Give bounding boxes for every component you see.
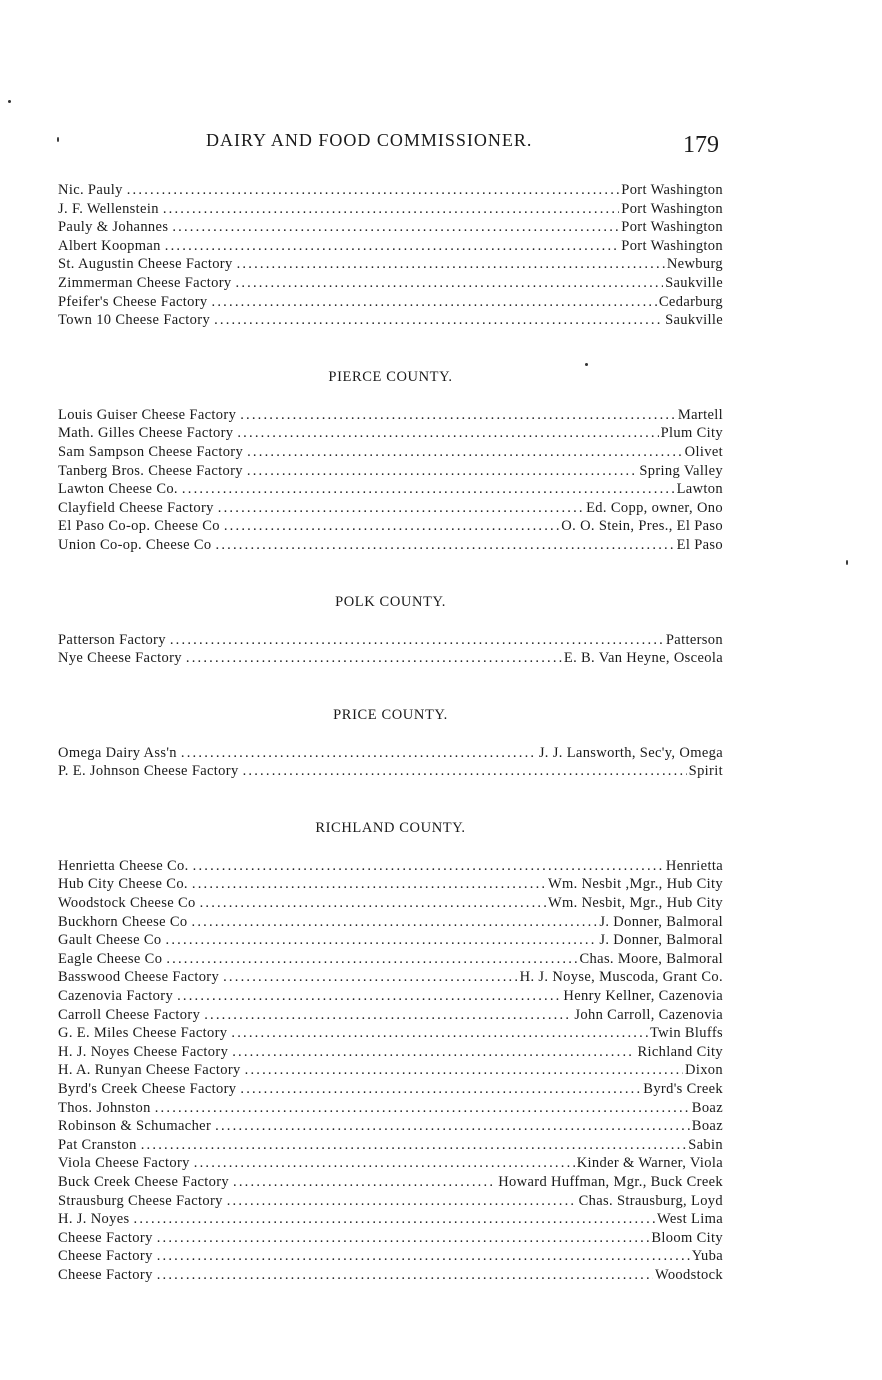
county-section (58, 181, 723, 330)
list-item (58, 1006, 723, 1025)
dot-leader (127, 181, 620, 200)
factory-name: Omega Dairy Ass'n (58, 744, 177, 761)
factory-name: Albert Koopman (58, 237, 161, 254)
factory-name: Carroll Cheese Factory (58, 1006, 201, 1023)
list-item (58, 1154, 723, 1173)
factory-name: Eagle Cheese Co (58, 950, 163, 967)
dot-leader (247, 443, 683, 462)
factory-name: Woodstock Cheese Co (58, 895, 196, 912)
list-item (58, 255, 723, 274)
factory-location: J. J. Lansworth, Sec'y, Omega (538, 744, 723, 761)
factory-name: Viola Cheese Factory (58, 1155, 190, 1172)
factory-name: G. E. Miles Cheese Factory (58, 1025, 228, 1042)
dot-leader (182, 480, 675, 499)
factory-name: Union Co-op. Cheese Co (58, 536, 212, 553)
dot-leader (218, 499, 584, 518)
dot-leader (215, 1117, 690, 1136)
dot-leader (237, 424, 658, 443)
scan-speck (846, 560, 848, 565)
factory-name: Lawton Cheese Co. (58, 481, 178, 498)
list-item (58, 218, 723, 237)
factory-name: Math. Gilles Cheese Factory (58, 425, 234, 442)
factory-location: Wm. Nesbit, Mgr., Hub City (547, 895, 723, 912)
factory-location: Saukville (665, 274, 723, 291)
dot-leader (232, 1043, 635, 1062)
county-section (58, 330, 723, 555)
county-heading: RICHLAND COUNTY. (315, 819, 466, 836)
list-item (58, 293, 723, 312)
factory-location: Newburg (666, 256, 723, 273)
list-item (58, 517, 723, 536)
factory-location: Dixon (685, 1062, 723, 1079)
list-item (58, 913, 723, 932)
factory-location: Chas. Strausburg, Loyd (578, 1192, 723, 1209)
list-item (58, 200, 723, 219)
factory-name: Clayfield Cheese Factory (58, 499, 214, 516)
dot-leader (200, 894, 546, 913)
factory-location: Henry Kellner, Cazenovia (563, 988, 723, 1005)
factory-location: Saukville (665, 312, 723, 329)
factory-name: Nye Cheese Factory (58, 650, 182, 667)
list-item (58, 181, 723, 200)
dot-leader (216, 536, 675, 555)
factory-location: Lawton (676, 481, 723, 498)
factory-location: H. J. Noyse, Muscoda, Grant Co. (519, 969, 723, 986)
dot-leader (157, 1266, 653, 1285)
factory-name: Tanberg Bros. Cheese Factory (58, 462, 243, 479)
factory-name: Thos. Johnston (58, 1099, 151, 1116)
factory-name: Robinson & Schumacher (58, 1118, 212, 1135)
list-item (58, 443, 723, 462)
dot-leader (231, 1024, 648, 1043)
dot-leader (236, 274, 664, 293)
factory-location: John Carroll, Cazenovia (574, 1006, 723, 1023)
factory-location: Bloom City (651, 1229, 723, 1246)
factory-location: Kinder & Warner, Viola (576, 1155, 723, 1172)
page-number: 179 (683, 132, 719, 158)
list-item (58, 1061, 723, 1080)
list-item (58, 1229, 723, 1248)
factory-location: Byrd's Creek (643, 1081, 723, 1097)
dot-leader (163, 200, 619, 219)
list-item (58, 1080, 723, 1099)
factory-location: J. Donner, Balmoral (599, 932, 723, 949)
dot-leader (194, 1154, 575, 1173)
dot-leader (181, 744, 537, 763)
factory-location: J. Donner, Balmoral (599, 913, 723, 930)
list-item (58, 1173, 723, 1192)
dot-leader (134, 1210, 655, 1229)
dot-leader (193, 857, 664, 876)
dot-leader (214, 311, 663, 330)
factory-name: P. E. Johnson Cheese Factory (58, 763, 239, 780)
factory-location: Plum City (660, 425, 723, 442)
dot-leader (186, 649, 562, 668)
factory-name: Pfeifer's Cheese Factory (58, 293, 208, 310)
dot-leader (155, 1099, 690, 1118)
list-item (58, 968, 723, 987)
factory-name: H. A. Runyan Cheese Factory (58, 1062, 241, 1079)
county-section (58, 781, 723, 1285)
factory-name: Patterson Factory (58, 631, 166, 648)
factory-name: Strausburg Cheese Factory (58, 1192, 223, 1209)
list-item (58, 1247, 723, 1266)
factory-location: Cedarburg (658, 293, 723, 310)
list-item (58, 1210, 723, 1229)
factory-location: Twin Bluffs (649, 1025, 723, 1042)
county-heading: PRICE COUNTY. (333, 706, 448, 723)
county-section (58, 555, 723, 668)
factory-name: H. J. Noyes Cheese Factory (58, 1043, 229, 1060)
dot-leader (166, 931, 598, 950)
factory-name: Buckhorn Cheese Co (58, 913, 188, 930)
factory-name: El Paso Co-op. Cheese Co (58, 518, 220, 535)
factory-location: Chas. Moore, Balmoral (579, 950, 723, 967)
list-item (58, 237, 723, 256)
factory-name: Louis Guiser Cheese Factory (58, 406, 237, 423)
factory-name: Nic. Pauly (58, 182, 123, 198)
factory-location: Boaz (691, 1099, 723, 1116)
scan-speck (57, 137, 59, 142)
factory-name: Basswood Cheese Factory (58, 969, 220, 986)
list-item (58, 480, 723, 499)
dot-leader (237, 255, 665, 274)
factory-location: Boaz (691, 1118, 723, 1135)
factory-location: Howard Huffman, Mgr., Buck Creek (498, 1173, 723, 1190)
factory-name: Hub City Cheese Co. (58, 876, 188, 893)
list-item (58, 1117, 723, 1136)
dot-leader (227, 1192, 577, 1211)
list-item (58, 1192, 723, 1211)
factory-location: Olivet (684, 443, 723, 460)
dot-leader (165, 237, 620, 256)
county-heading: PIERCE COUNTY. (328, 368, 453, 385)
list-item (58, 499, 723, 518)
factory-name: Buck Creek Cheese Factory (58, 1173, 230, 1190)
factory-location: Port Washington (621, 219, 723, 236)
factory-location: Port Washington (621, 200, 723, 217)
dot-leader (172, 218, 619, 237)
list-item (58, 274, 723, 293)
list-item (58, 311, 723, 330)
list-item (58, 857, 723, 876)
factory-location: Yuba (691, 1248, 723, 1265)
factory-location: Woodstock (654, 1266, 723, 1283)
factory-name: Henrietta Cheese Co. (58, 857, 189, 874)
scan-speck (8, 100, 11, 103)
factory-name: Town 10 Cheese Factory (58, 312, 211, 329)
dot-leader (192, 875, 546, 894)
running-title: DAIRY AND FOOD COMMISSIONER. (206, 130, 533, 150)
dot-leader (240, 406, 676, 425)
dot-leader (166, 950, 577, 969)
list-item (58, 894, 723, 913)
factory-name: Cazenovia Factory (58, 988, 174, 1005)
list-item (58, 406, 723, 425)
dot-leader (141, 1136, 687, 1155)
dot-leader (224, 517, 559, 536)
list-item (58, 1266, 723, 1285)
list-item (58, 1136, 723, 1155)
dot-leader (245, 1061, 683, 1080)
dot-leader (243, 762, 687, 781)
directory-listing (58, 181, 723, 1285)
dot-leader (240, 1080, 641, 1099)
factory-name: J. F. Wellenstein (58, 200, 159, 217)
factory-location: Spirit (688, 763, 723, 780)
factory-location: Richland City (637, 1043, 723, 1060)
list-item (58, 987, 723, 1006)
factory-location: Patterson (665, 631, 723, 648)
factory-location: Sabin (688, 1136, 723, 1153)
factory-name: Sam Sampson Cheese Factory (58, 443, 244, 460)
factory-location: Port Washington (621, 237, 723, 254)
factory-name: Gault Cheese Co (58, 932, 162, 949)
factory-location: El Paso (676, 536, 723, 553)
factory-name: St. Augustin Cheese Factory (58, 256, 233, 273)
list-item (58, 744, 723, 763)
dot-leader (157, 1229, 650, 1248)
factory-location: Spring Valley (639, 462, 723, 479)
factory-name: Cheese Factory (58, 1248, 153, 1265)
factory-location: Wm. Nesbit ,Mgr., Hub City (547, 876, 723, 893)
factory-location: West Lima (656, 1211, 723, 1228)
factory-location: Henrietta (665, 857, 723, 874)
factory-name: Byrd's Creek Cheese Factory (58, 1081, 237, 1097)
list-item (58, 649, 723, 668)
list-item (58, 1043, 723, 1062)
list-item (58, 950, 723, 969)
list-item (58, 462, 723, 481)
factory-location: Port Washington (621, 182, 723, 198)
county-heading: POLK COUNTY. (335, 593, 446, 610)
factory-name: Cheese Factory (58, 1266, 153, 1283)
factory-location: Martell (677, 406, 723, 423)
dot-leader (223, 968, 518, 987)
dot-leader (157, 1247, 690, 1266)
factory-location: E. B. Van Heyne, Osceola (563, 650, 723, 667)
factory-name: H. J. Noyes (58, 1211, 130, 1228)
list-item (58, 631, 723, 650)
factory-location: Ed. Copp, owner, Ono (586, 499, 723, 516)
dot-leader (233, 1173, 496, 1192)
dot-leader (170, 631, 664, 650)
scan-speck (585, 363, 588, 366)
list-item (58, 931, 723, 950)
factory-location: O. O. Stein, Pres., El Paso (561, 518, 723, 535)
list-item (58, 762, 723, 781)
factory-name: Pauly & Johannes (58, 219, 169, 236)
county-section (58, 668, 723, 781)
dot-leader (247, 462, 637, 481)
dot-leader (212, 293, 657, 312)
list-item (58, 875, 723, 894)
dot-leader (192, 913, 598, 932)
factory-name: Cheese Factory (58, 1229, 153, 1246)
factory-name: Pat Cranston (58, 1136, 137, 1153)
dot-leader (204, 1006, 572, 1025)
list-item (58, 1024, 723, 1043)
factory-name: Zimmerman Cheese Factory (58, 274, 232, 291)
list-item (58, 424, 723, 443)
dot-leader (177, 987, 561, 1006)
list-item (58, 536, 723, 555)
list-item (58, 1099, 723, 1118)
